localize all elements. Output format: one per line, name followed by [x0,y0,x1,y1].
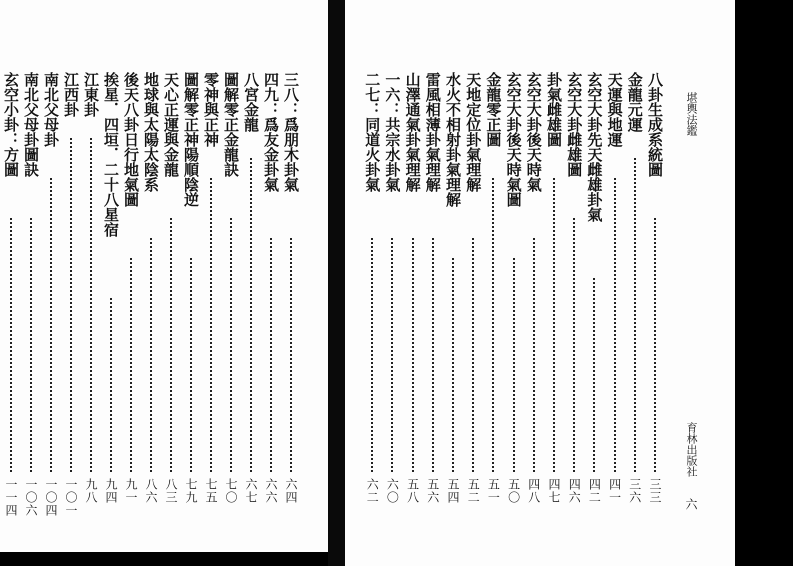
toc-entry [382,0,402,566]
toc-entry-page: 四一 [607,478,622,504]
dot-leader [110,298,112,472]
dot-leader [533,238,535,472]
toc-entry-title: 四九：爲友金卦氣 [262,72,280,192]
dot-leader [130,258,132,472]
toc-entry-page: 七五 [204,478,218,504]
toc-entry-title: 地球與太陽太陰系 [142,72,160,192]
toc-entry-page: 一一四 [4,478,18,517]
dot-leader [210,178,212,472]
toc-entry-page: 六六 [264,478,278,504]
toc-entry-title: 零神與正神 [202,72,220,147]
dot-leader [50,178,52,472]
toc-entry-page: 五八 [405,478,420,504]
book-title-header: 堪輿法鑑 [685,92,698,136]
toc-entry [61,0,81,552]
dot-leader [250,158,252,472]
toc-entry-page: 四八 [526,478,541,504]
toc-entry-title: 一六：共宗水卦氣 [383,72,402,192]
toc-entry-title: 玄空大卦雌雄圖 [565,72,584,177]
toc-entry-page: 三三 [648,478,662,504]
toc-entry-page: 四二 [587,478,602,504]
toc-entry-title: 三八：爲朋木卦氣 [282,72,300,192]
dot-leader [452,258,454,472]
toc-entry [524,0,544,566]
toc-entry [261,0,281,552]
toc-entry-page: 六〇 [385,478,400,504]
toc-entry-title: 山澤通氣卦氣理解 [403,72,422,192]
dot-leader [230,218,232,472]
dot-leader [170,218,172,472]
book-spine [328,0,345,566]
toc-entry-page: 六七 [244,478,258,504]
toc-entry-title: 天地定位卦氣理解 [464,72,483,192]
dot-leader [472,238,474,472]
toc-entry-title: 江西卦 [62,72,80,117]
toc-entry [81,0,101,552]
toc-entry-title: 後天八卦日行地氣圖 [122,72,140,207]
toc-entry-page: 五一 [486,478,501,504]
dot-leader [391,238,393,472]
dot-leader [70,138,72,472]
toc-entry [423,0,443,566]
dot-leader [553,178,555,472]
toc-entry-title: 雷風相薄卦氣理解 [423,72,442,192]
toc-entry [403,0,423,566]
toc-entry-title: 玄空大卦後天時氣圖 [504,72,523,207]
toc-entry [201,0,221,552]
toc-entry [625,0,645,566]
toc-entry-page: 七九 [184,478,198,504]
toc-entry [101,0,121,552]
dot-leader [10,218,12,472]
toc-entry [564,0,584,566]
toc-entry-page: 一〇四 [44,478,58,517]
dot-leader [290,238,292,472]
toc-entry [483,0,503,566]
toc-entry [161,0,181,552]
page-number: 六 [684,498,698,510]
toc-entry-title: 八宮金龍 [242,72,260,132]
toc-entry-title: 圖解零正神陽順陰逆 [182,72,200,207]
toc-entry-page: 四六 [567,478,582,504]
toc-entry-page: 一〇一 [64,478,78,517]
dot-leader [492,178,494,472]
toc-entry-page: 六二 [365,478,380,504]
dot-leader [513,258,515,472]
toc-entry [504,0,524,566]
dot-leader [270,238,272,472]
toc-entry-title: 八卦生成系統圖 [646,72,664,177]
toc-entry [362,0,382,566]
toc-entry [584,0,604,566]
dot-leader [573,218,575,472]
toc-entry-page: 三六 [627,478,642,504]
toc-entry-title: 金龍零正圖 [484,72,503,147]
toc-entry-page: 八三 [164,478,178,504]
dot-leader [654,218,656,472]
toc-entry [544,0,564,566]
right-page [345,0,735,566]
toc-entry-title: 二七：同道火卦氣 [363,72,382,192]
toc-entry [281,0,301,552]
toc-entry [241,0,261,552]
toc-entry [1,0,21,552]
toc-entry-title: 卦氣雌雄圖 [545,72,563,147]
toc-entry-page: 四七 [547,478,561,504]
dot-leader [593,278,595,472]
toc-entry [141,0,161,552]
toc-entry-page: 九四 [104,478,118,504]
toc-entry-title: 南北父母卦 [42,72,60,147]
toc-entry-page: 六四 [284,478,298,504]
dot-leader [432,238,434,472]
toc-entry-page: 九一 [124,478,138,504]
dot-leader [412,238,414,472]
toc-entry-title: 水火不相射卦氣理解 [444,72,462,207]
toc-entry-title: 玄空小卦：方圖 [2,72,20,177]
dot-leader [371,238,373,472]
toc-entry [443,0,463,566]
dot-leader [30,218,32,472]
toc-entry-title: 天運與地運 [605,72,624,147]
page-edge-shadow [735,0,793,566]
toc-entry-page: 九八 [84,478,98,504]
toc-entry [605,0,625,566]
toc-entry-title: 挨星．四垣．二十八星宿 [102,72,120,237]
toc-entry-title: 江東卦 [82,72,100,117]
toc-entry-title: 天心正運與金龍 [162,72,180,177]
publisher-label: 育林出版社 [685,422,698,477]
toc-entry [221,0,241,552]
toc-entry-page: 一〇六 [24,478,38,517]
toc-entry-title: 玄空大卦先天雌雄卦氣 [585,72,604,222]
toc-entry [463,0,483,566]
toc-entry [181,0,201,552]
toc-entry-title: 南北父母卦圖訣 [22,72,40,177]
toc-entry-page: 五四 [446,478,460,504]
toc-entry-title: 金龍元運 [625,72,644,132]
toc-entry [121,0,141,552]
dot-leader [150,238,152,472]
dot-leader [634,158,636,472]
left-page [0,0,328,552]
toc-entry [645,0,665,566]
toc-entry-page: 五二 [466,478,481,504]
toc-entry-page: 七〇 [224,478,238,504]
toc-entry-page: 五六 [425,478,440,504]
toc-entry-page: 八六 [144,478,158,504]
toc-entry-page: 五〇 [506,478,521,504]
dot-leader [614,178,616,472]
toc-entry [41,0,61,552]
toc-entry [21,0,41,552]
dot-leader [90,138,92,472]
toc-entry-title: 玄空大卦後天時氣 [524,72,543,192]
toc-entry-title: 圖解零正金龍訣 [222,72,240,177]
dot-leader [190,258,192,472]
